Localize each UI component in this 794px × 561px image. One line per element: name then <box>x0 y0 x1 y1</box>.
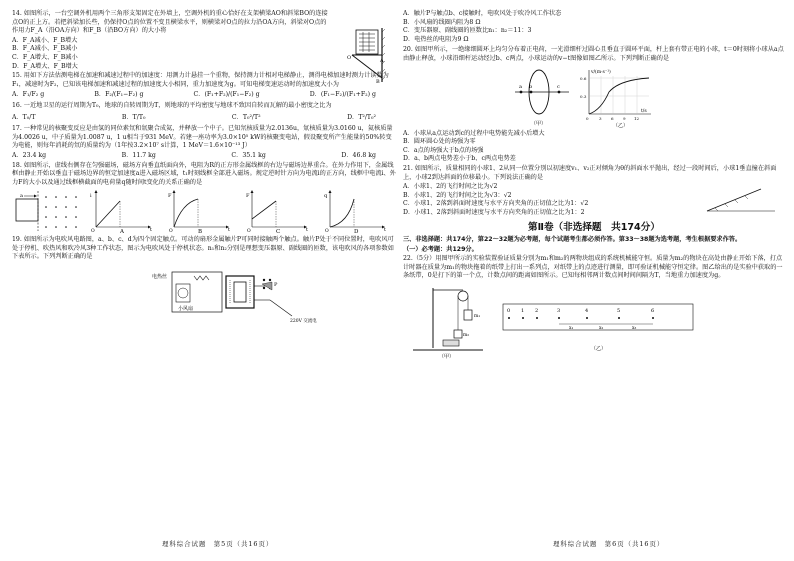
question-22 <box>403 255 785 360</box>
q18-graph-c-origin: O <box>247 229 251 234</box>
q18-graph-b <box>166 189 238 233</box>
q18-graph-d-axis-y: q <box>324 193 328 200</box>
q17-option-a: A．23.4 kg <box>12 151 47 159</box>
q22-tape-1: 1 <box>521 308 525 315</box>
q20-caption-yi: （乙） <box>613 122 629 128</box>
q19-options <box>403 10 785 44</box>
q14-label-o: O <box>347 55 352 61</box>
q14-label-a: A <box>380 58 384 64</box>
q21-stem: 21. 如图所示，质量相同的小球1、2从同一位置分别以初速度v₁、v₂正对倾角为θ的斜面水平抛出，经过一段时间后，小球1垂直撞在斜面上，小球2到达斜面的位移最小。下列说法正确的是 <box>403 164 777 181</box>
q18-graph-d <box>322 189 394 233</box>
q18-graph-a-axis-y: i <box>90 193 92 200</box>
q22-tape-3: 3 <box>557 308 561 315</box>
q22-tape-0: 0 <box>507 308 511 315</box>
q20-option-b: B．圆环圆心处的场强为零 <box>403 138 476 146</box>
q18-stem: 18. 如图所示，虚线右侧存在匀强磁场，磁场方向垂直纸面向外，电阻为R的正方形金属线框的右边与磁场边界重合。在外力作用下，金属线框由静止开始以垂直于磁场边界的恒定加速度a进入磁场区域，t₁时刻线框全部进入磁场。规定逆时针方向为电流i的正方向，线框中电流i、外力F的大小以及通过线框横截面的电荷量q随时间t变化的关系正确的是 <box>12 161 396 186</box>
q17-option-b: B．11.7 kg <box>121 151 156 159</box>
left-page <box>12 10 396 553</box>
q20-figures <box>513 66 785 128</box>
q17-options <box>12 152 396 161</box>
q20-ring-figure <box>513 66 573 128</box>
q20-xtick-12: 12 <box>634 115 640 121</box>
question-17 <box>12 125 396 160</box>
q18-graph-c-axis-y: F <box>246 193 250 200</box>
q18-graph-c-axis-x: t <box>306 227 309 234</box>
question-21 <box>403 165 785 218</box>
q19-circuit-figure <box>152 266 332 326</box>
q18-graph-a-axis-x: t <box>150 227 153 234</box>
q20-point-c: c <box>557 83 560 90</box>
q16-option-b: B．T/T₀ <box>121 113 146 121</box>
q14-option-c: C．F_A增大、F_B减小 <box>12 53 78 61</box>
q16-option-a: A．T₀/T <box>12 113 36 121</box>
q21-option-b: B．小球1、2的飞行时间之比为√3：√2 <box>403 191 512 199</box>
q17-option-c: C．35.1 kg <box>231 151 266 159</box>
q20-option-c: C．a点的场强大于b点的场强 <box>403 146 484 154</box>
right-page-footer: 理科综合试题 第6页（共16页） <box>553 540 665 549</box>
q22-caption-jia: （甲） <box>439 354 455 361</box>
q18-graph-b-label: B <box>198 229 203 234</box>
q20-xtick-6: 6 <box>611 115 614 121</box>
q16-options <box>12 114 396 123</box>
q21-slope-figure <box>705 185 777 215</box>
q22-stem: 22.（5分）用图甲所示的实验装置验证质量分别为m₁和m₂的两物块组成的系统机械能守恒。质量为m₂的物块在高处由静止开始下落，打点计时器在质量为m₁的物块拖着的纸带上打出一系列点，对纸带上的点迹进行测量，即可验证机械能守恒定律。图乙给出的是实验中获取的一条纸带，0是打下的第一个点，计数点间的距离如图所示。已知每相邻两计数点间时间间隔为T，当地重力加速度为g。 <box>403 255 783 280</box>
section-note-2: （一）必考题：共129分。 <box>403 245 478 253</box>
q20-stem: 20. 如图甲所示，一绝缘细圆环上均匀分布着正电荷，一光滑细杆过圆心且垂直于圆环平面，杆上套有带正电的小球，t＝0时刻将小球从a点由静止释放，小球沿细杆运动经过b、c两点，小球运动的v−t图像如图乙所示。下列判断正确的是 <box>403 46 784 62</box>
q20-xtick-9: 9 <box>623 115 626 121</box>
q20-axis-x: t/s <box>641 108 647 114</box>
q15-option-b: B．F₂/(F₁−F₂) g <box>94 91 144 99</box>
question-16 <box>12 102 396 122</box>
q14-option-b: B．F_A减小、F_B减小 <box>12 45 78 53</box>
q18-graph-a <box>88 189 160 233</box>
q18-graph-b-origin: O <box>169 229 173 234</box>
q19-label-ac: 220V 交流电 <box>290 319 317 325</box>
q22-figures <box>403 284 785 360</box>
question-20 <box>403 46 785 164</box>
q22-mass-m1: m₁ <box>474 314 481 320</box>
q19-option-c: C．变压器原、副线圈的匝数比n₁：n₂＝11：3 <box>403 27 532 35</box>
q20-point-a: a <box>519 83 522 90</box>
q19-option-b: B．小风扇的线圈内阻为8 Ω <box>403 18 481 26</box>
q17-option-d: D．46.8 kg <box>341 151 376 159</box>
q21-option-c: C．小球1、2落到斜面时速度与水平方向夹角的正切值之比为1：√2 <box>403 200 589 208</box>
q19-label-heater: 电热丝 <box>152 274 168 281</box>
q18-graph-d-origin: O <box>325 229 329 234</box>
q14-figure <box>334 28 386 84</box>
q22-apparatus-figure <box>403 284 493 360</box>
q14-label-b: B <box>376 79 380 84</box>
q20-vt-graph <box>579 66 657 128</box>
q16-option-c: C．T₀²/T² <box>231 113 261 121</box>
q22-tape-figure <box>499 284 699 360</box>
q18-graph-b-axis-y: F <box>168 193 172 200</box>
q15-option-d: D．(F₁−F₂)/(F₁+F₂) g <box>309 91 376 99</box>
q20-xtick-0: 0 <box>586 115 589 121</box>
q18-graph-d-label: D <box>354 229 359 234</box>
q15-option-c: C．(F₁+F₂)/(F₁−F₂) g <box>193 91 260 99</box>
q18-graph-d-axis-x: t <box>384 227 387 234</box>
q21-option-d: D．小球1、2落到斜面时速度与水平方向夹角的正切值之比为1：2 <box>403 208 585 216</box>
q22-tape-2: 2 <box>535 308 539 315</box>
q18-graph-a-origin: O <box>91 229 95 234</box>
q20-option-a: A．小球从a点运动到c的过程中电势能先减小后增大 <box>403 129 545 137</box>
q20-axis-y: v/(m·s⁻¹) <box>591 69 611 75</box>
q22-gap-x2: x₂ <box>599 326 604 332</box>
q14-stem: 14. 如图所示，一台空调外机用两个三角形支架固定在外墙上，空调外机的重心恰好在支架横梁AO和斜梁BO的连接点O的正上方。若把斜梁加长些，仍保持O点的位置不变且横梁水平，则横梁对O点的拉力沿OA方向，斜梁对O点的作用力F_A（沿OA方向）和F_B（沿BO方向）的大小将 <box>12 10 328 35</box>
q15-option-a: A．F₁/F₂ g <box>12 91 45 99</box>
q14-option-d: D．F_A增大、F_B增大 <box>12 62 78 70</box>
left-page-footer: 理科综合试题 第5页（共16页） <box>162 540 274 549</box>
q18-graph-c <box>244 189 316 233</box>
section-2-title: 第Ⅱ卷（非选择题 共174分） <box>528 221 660 233</box>
q20-ytick-06: 0.6 <box>580 75 587 81</box>
q20-xtick-3: 3 <box>599 115 602 121</box>
q22-gap-x1: x₁ <box>569 326 574 332</box>
q19-stem: 19. 如图所示为电吹风电路图，a、b、c、d为四个固定触点。可动的扇形金属触片P可同时接触两个触点。触片P处于不同位置时，电吹风可处于停机、吹热风和吹冷风3种工作状态，图示为电吹风处于停机状态。n₁和n₂分别是理想变压器原、副线圈的匝数，该电吹风的各项参数如下表所示。下列判断正确的是 <box>12 236 394 261</box>
q14-option-a: A．F_A减小、F_B增大 <box>12 36 78 44</box>
q20-ytick-03: 0.3 <box>580 93 587 99</box>
q15-stem: 15. 用如下方法估测电梯在加速和减速过程中的加速度：用测力计悬挂一个重物，保持测力计相对电梯静止，测得电梯加速时测力计读数为F₁，减速时为F₂，已知该电梯加速和减速过程的加速度大小相同，重力加速度为g。可知电梯变速运动时的加速度大小为 <box>12 72 389 88</box>
q18-graph-b-axis-x: t <box>228 227 231 234</box>
right-page <box>403 10 785 553</box>
q22-tape-4: 4 <box>585 308 589 315</box>
q18-graph-c-label: C <box>276 229 281 234</box>
q20-option-d: D．a、b两点电势差小于b、c两点电势差 <box>403 155 516 163</box>
q19-option-a: A．触片P与触点b、c接触时，电吹风处于吹冷风工作状态 <box>403 10 562 17</box>
q18-label-a: a <box>20 193 23 200</box>
q22-caption-yi: （乙） <box>591 346 607 353</box>
q17-stem: 17. 一种常见的核聚变反应是由氢的同位素氘和氚聚合成氦，并释放一个中子。已知氘核质量为2.0136u，氚核质量为3.0160 u，氦核质量为4.0026 u，中子质量为1.0087 u，1 u相当于931 MeV。若建一座功率为3.0×10⁵ kW的核聚变电站，假设聚变所产生能量的50%转变为电能，则每年消耗的氘的质量约为（1年按3.2×10⁷ s计算，1 MeV＝1.6×10⁻¹³ J） <box>12 125 393 150</box>
q21-option-a: A．小球1、2的飞行时间之比为√2 <box>403 183 498 191</box>
q22-mass-m2: m₂ <box>463 333 470 339</box>
q18-figures <box>12 189 396 233</box>
question-19 <box>12 236 396 329</box>
q16-option-d: D．T²/T₀² <box>347 113 376 121</box>
q20-caption-jia: （甲） <box>531 120 547 127</box>
q16-stem: 16. 一近地卫星的运行周期为T₀，地球的自转周期为T，则地球的平均密度与地球不致因自转而瓦解的最小密度之比为 <box>12 101 332 109</box>
q22-tape-6: 6 <box>651 308 655 315</box>
q18-graph-a-label: A <box>120 229 124 234</box>
q20-point-b: b <box>529 83 533 90</box>
q22-gap-x3: x₃ <box>632 326 637 332</box>
q18-field-figure <box>12 189 82 233</box>
q15-options <box>12 91 396 100</box>
question-18 <box>12 162 396 234</box>
q19-label-p: P <box>274 282 278 289</box>
q19-option-d: D．电热丝的电阻为9 Ω <box>403 35 469 43</box>
q19-label-fan: 小风扇 <box>178 306 194 313</box>
q22-tape-5: 5 <box>617 308 621 315</box>
section-note-1: 三、非选择题：共174分，第22～32题为必考题，每个试题考生都必须作答。第33～38题为选考题，考生根据要求作答。 <box>403 236 742 244</box>
